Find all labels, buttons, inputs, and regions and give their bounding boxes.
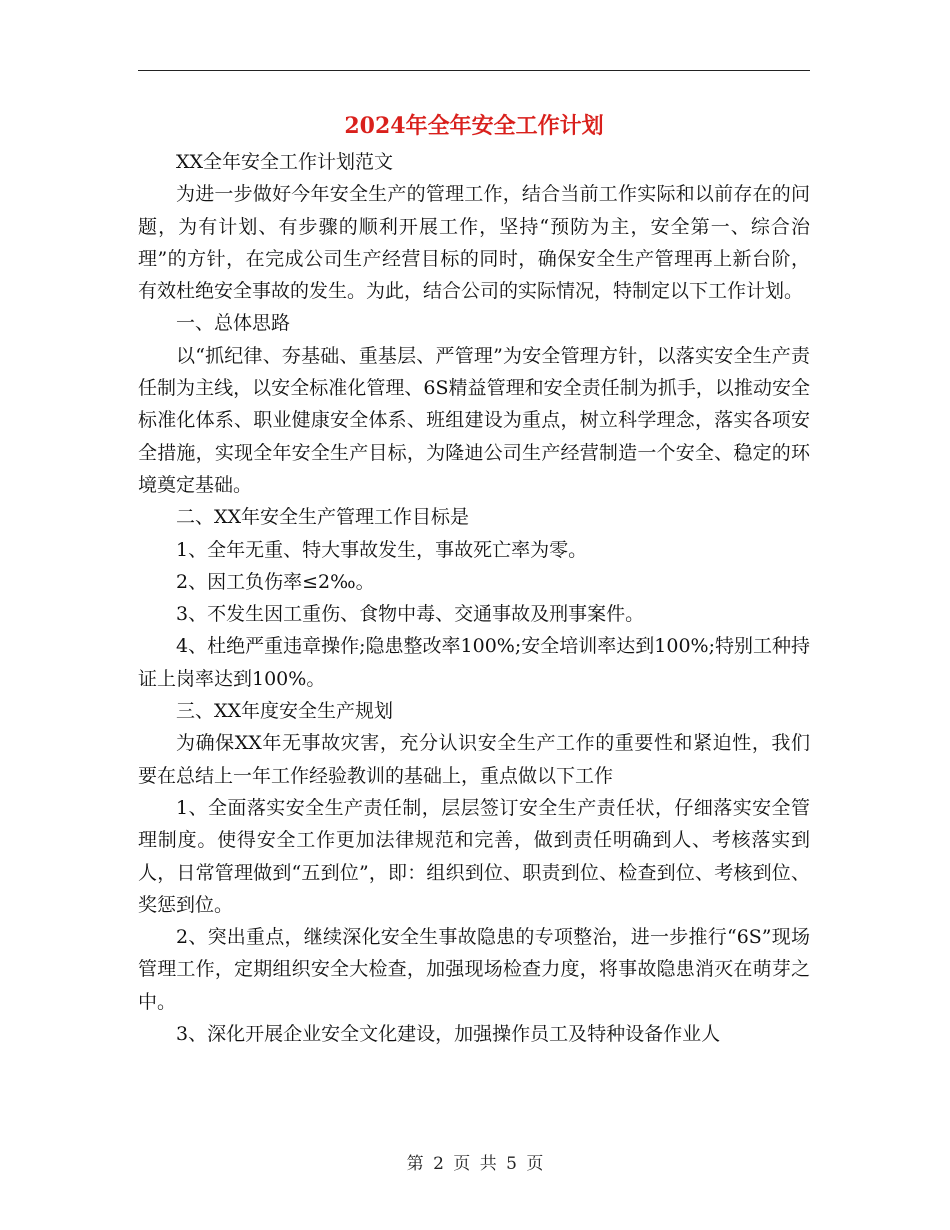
goal-item-4: 4、杜绝严重违章操作;隐患整改率100%;安全培训率达到100%;特别工种持证上岗率达到100%。 <box>138 635 810 690</box>
page-indicator: 第 2 页 共 5 页 <box>406 1154 544 1174</box>
plan-item-2: 2、突出重点，继续深化安全生事故隐患的专项整治，进一步推行“6S”现场管理工作，定期组织安全大检查，加强现场检查力度，将事故隐患消灭在萌芽之中。 <box>138 926 810 1013</box>
goal-item-3: 3、不发生因工重伤、食物中毒、交通事故及刑事案件。 <box>176 603 645 626</box>
intro-paragraph: 为进一步做好今年安全生产的管理工作，结合当前工作实际和以前存在的问题，为有计划、有步骤的顺利开展工作，坚持“预防为主，安全第一、综合治理”的方针，在完成公司生产经营目标的同时，确保安全生产管理再上新台阶，有效杜绝安全事故的发生。为此，结合公司的实际情况，特制定以下工作计划。 <box>138 183 810 303</box>
goal-item-2: 2、因工负伤率≤2‰。 <box>176 570 375 593</box>
section-heading-3: 三、XX年度安全生产规划 <box>176 700 394 723</box>
section-heading-1: 一、总体思路 <box>176 312 291 335</box>
header-rule <box>138 70 810 71</box>
document-title: 2024年全年安全工作计划 <box>344 113 604 139</box>
document-body <box>138 146 810 1050</box>
plan-item-3: 3、深化开展企业安全文化建设，加强操作员工及特种设备作业人 <box>176 1023 721 1046</box>
section-heading-2: 二、XX年安全生产管理工作目标是 <box>176 506 470 529</box>
plan-item-1: 1、全面落实安全生产责任制，层层签订安全生产责任状，仔细落实安全管理制度。使得安全工作更加法律规范和完善，做到责任明确到人、考核落实到人，日常管理做到“五到位”，即：组织到位、职责到位、检查到位、考核到位、奖惩到位。 <box>138 796 810 916</box>
goal-item-1: 1、全年无重、特大事故发生，事故死亡率为零。 <box>176 538 588 561</box>
plan-intro-paragraph: 为确保XX年无事故灾害，充分认识安全生产工作的重要性和紧迫性，我们要在总结上一年工作经验教训的基础上，重点做以下工作 <box>138 732 810 787</box>
subtitle-paragraph: XX全年安全工作计划范文 <box>176 151 394 173</box>
approach-paragraph: 以“抓纪律、夯基础、重基层、严管理”为安全管理方针，以落实安全生产责任制为主线，以安全标准化管理、6S精益管理和安全责任制为抓手，以推动安全标准化体系、职业健康安全体系、班组建设为重点，树立科学理念，落实各项安全措施，实现全年安全生产目标，为隆迪公司生产经营制造一个安全、稳定的环境奠定基础。 <box>138 344 810 496</box>
